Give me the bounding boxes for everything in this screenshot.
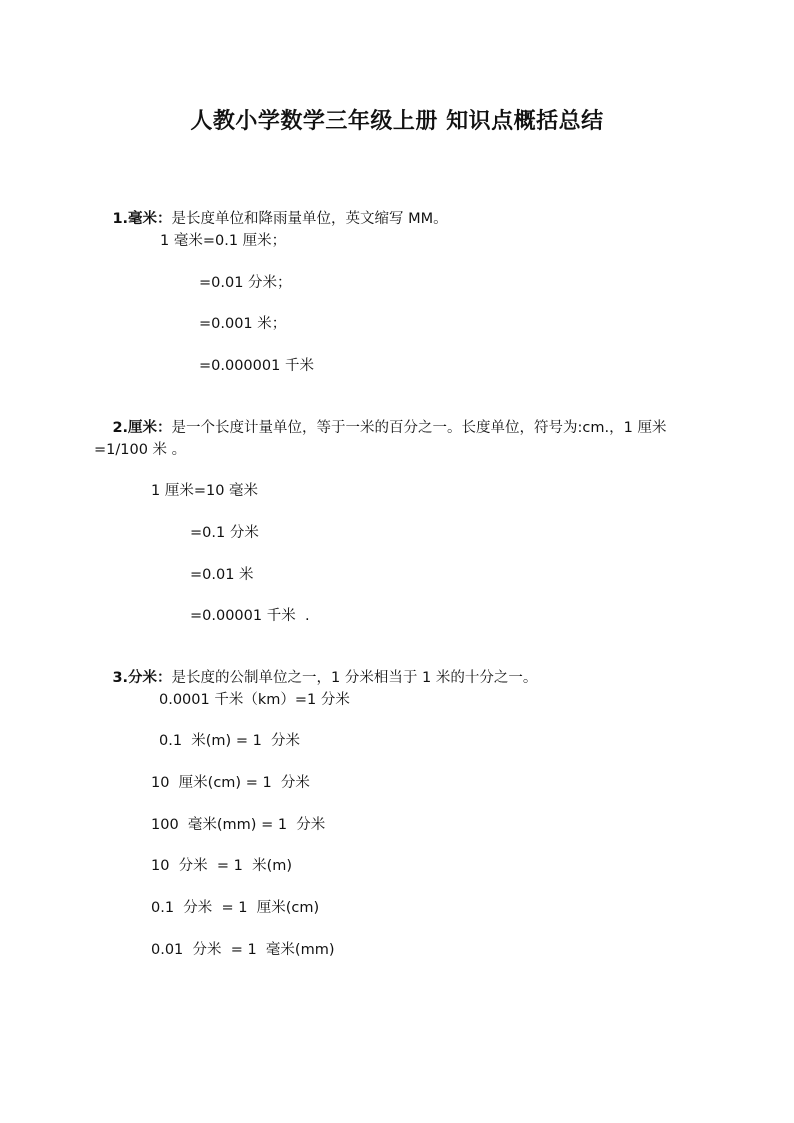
section-2-line-4: =0.00001 千米 . [190,608,310,624]
section-3-line-5: 10 分米 = 1 米(m) [151,858,293,874]
section-2-text-continued: =1/100 米 。 [94,442,187,458]
section-1-line-2: =0.01 分米； [199,275,292,291]
section-1-line-1: 1 毫米=0.1 厘米； [160,233,287,249]
document-title: 人教小学数学三年级上册 知识点概括总结 [190,109,604,134]
section-3-head: 3.分米： [112,670,172,686]
section-2-text: 是一个长度计量单位，等于一米的百分之一。长度单位，符号为:cm.，1 厘米 [171,420,667,436]
section-3-text: 是长度的公制单位之一，1 分米相当于 1 米的十分之一。 [171,670,538,686]
section-2-head: 2.厘米： [112,420,172,436]
section-3-line-7: 0.01 分米 = 1 毫米(mm) [151,942,335,958]
section-1-text: 是长度单位和降雨量单位，英文缩写 MM。 [171,211,448,227]
section-3-line-4: 100 毫米(mm) = 1 分米 [151,817,326,833]
section-1-line-4: =0.000001 千米 [199,358,314,374]
section-3-line-1: 0.0001 千米（km）=1 分米 [159,692,350,708]
section-2-line-3: =0.01 米 [190,567,254,583]
section-3-line-2: 0.1 米(m) = 1 分米 [159,733,301,749]
section-1-line-3: =0.001 米； [199,316,287,332]
section-3-line-3: 10 厘米(cm) = 1 分米 [151,775,310,791]
section-2-line-2: =0.1 分米 [190,525,259,541]
section-3-line-6: 0.1 分米 = 1 厘米(cm) [151,900,320,916]
section-2-line-1: 1 厘米=10 毫米 [151,483,259,499]
section-1-head: 1.毫米： [112,211,172,227]
